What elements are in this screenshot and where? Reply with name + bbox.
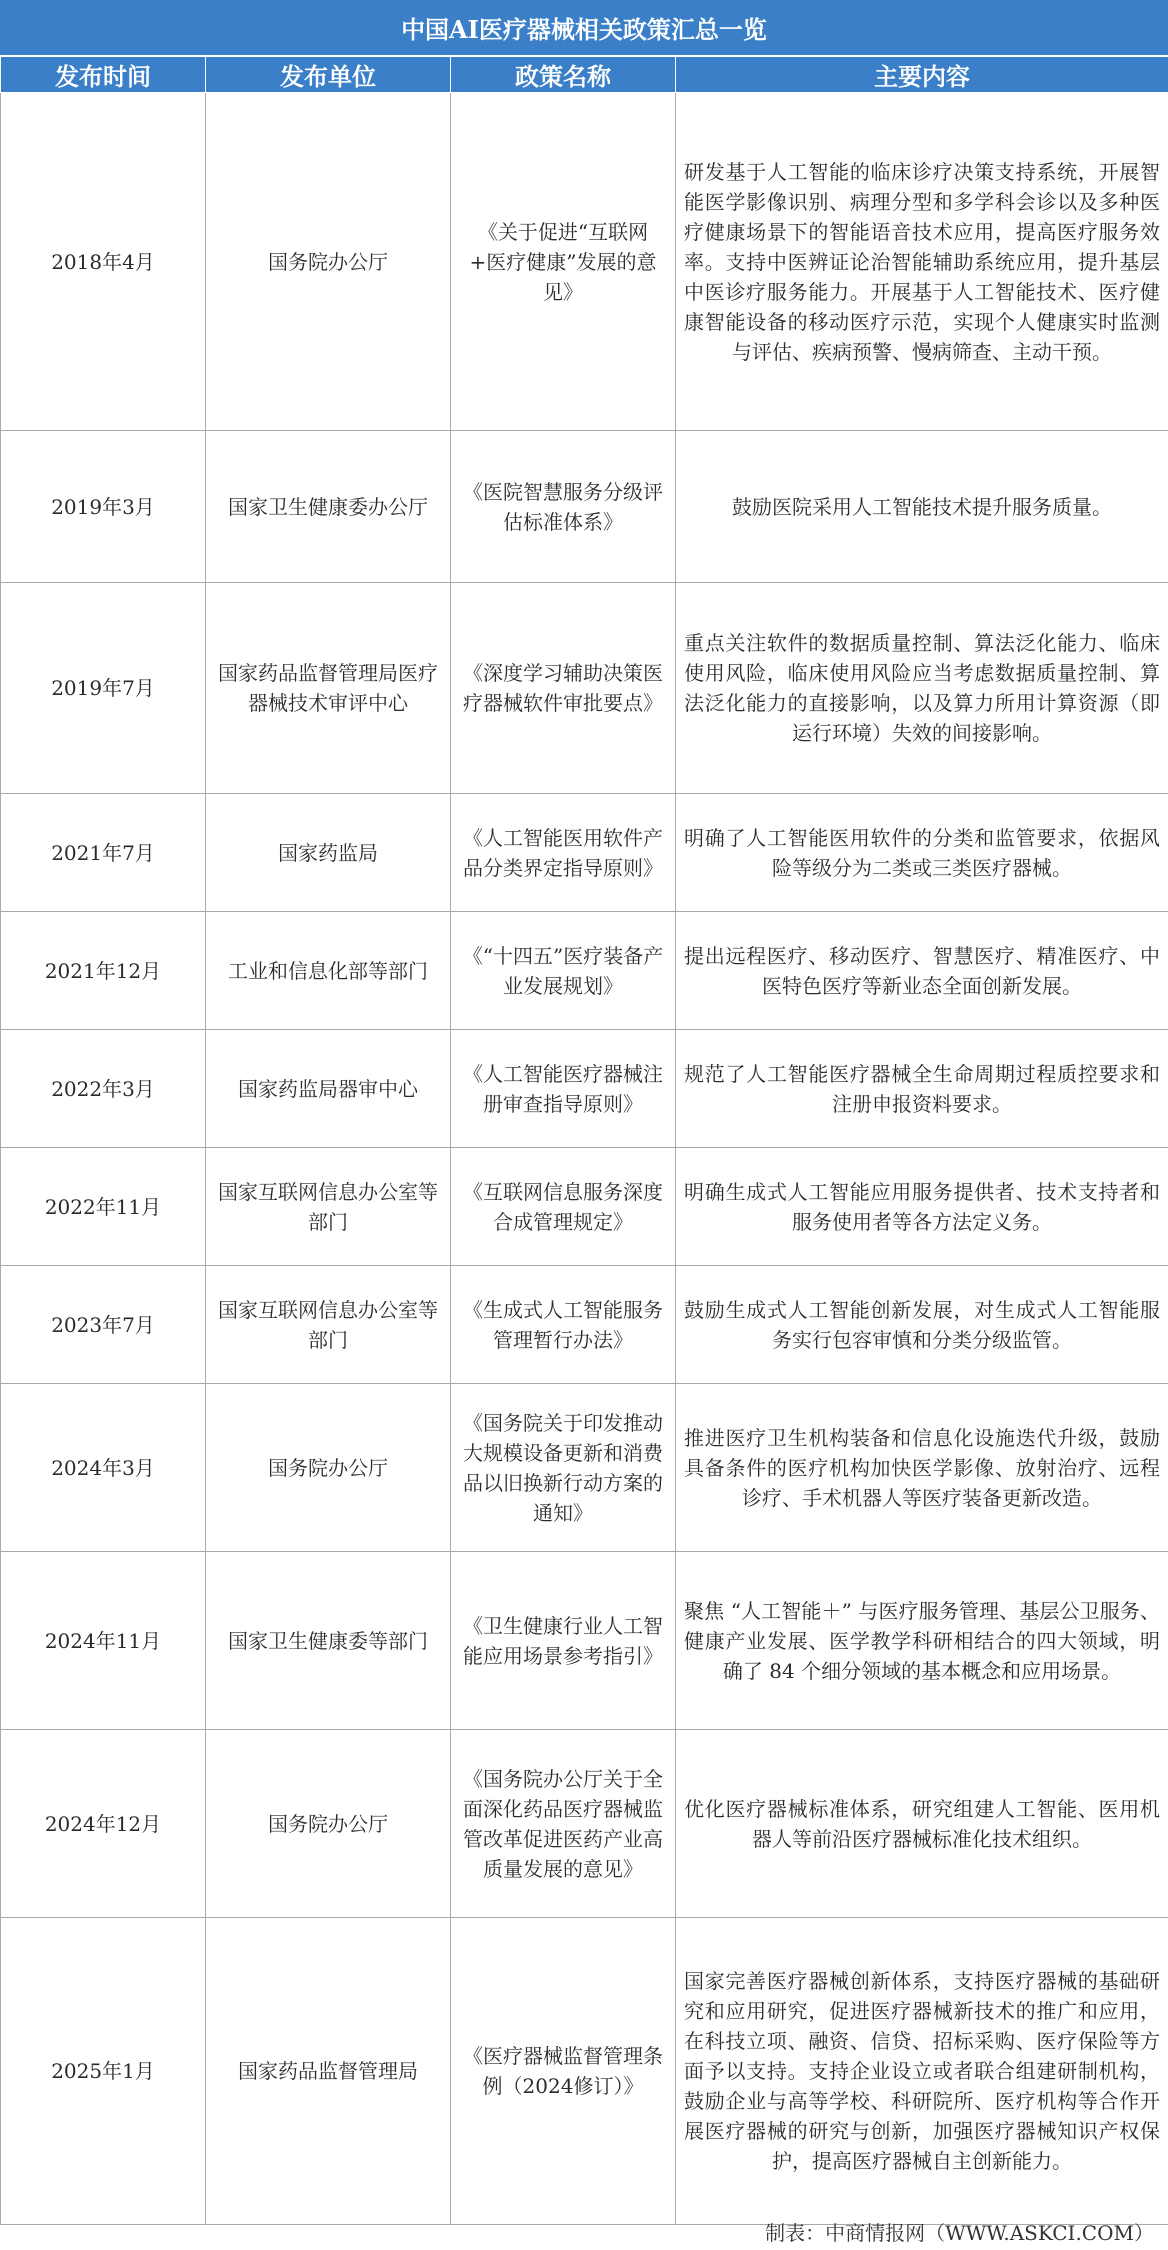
cell-content: 研发基于人工智能的临床诊疗决策支持系统，开展智能医学影像识别、病理分型和多学科会诊以及多种医疗健康场景下的智能语音技术应用，提高医疗服务效率。支持中医辨证论治智能辅助系统应用，提升基层中医诊疗服务能力。开展基于人工智能技术、医疗健康智能设备的移动医疗示范，实现个人健康实时监测与评估、疾病预警、慢病筛查、主动干预。 [676,93,1168,431]
header-row [1,57,1168,93]
table-row [1,794,1168,912]
table-title: 中国AI医疗器械相关政策汇总一览 [0,0,1168,56]
cell-date: 2021年7月 [1,794,206,912]
cell-content: 重点关注软件的数据质量控制、算法泛化能力、临床使用风险，临床使用风险应当考虑数据质量控制、算法泛化能力的直接影响，以及算力所用计算资源（即运行环境）失效的间接影响。 [676,583,1168,794]
table-row [1,1030,1168,1148]
cell-policy: 《“十四五”医疗装备产业发展规划》 [451,912,676,1030]
cell-content: 规范了人工智能医疗器械全生命周期过程质控要求和注册申报资料要求。 [676,1030,1168,1148]
table-row [1,1148,1168,1266]
cell-org: 工业和信息化部等部门 [206,912,451,1030]
cell-org: 国务院办公厅 [206,93,451,431]
cell-policy: 《人工智能医疗器械注册审查指导原则》 [451,1030,676,1148]
cell-org: 国家互联网信息办公室等部门 [206,1266,451,1384]
policy-table [0,56,1168,2225]
header-org: 发布单位 [206,57,451,93]
cell-date: 2023年7月 [1,1266,206,1384]
cell-org: 国家药监局器审中心 [206,1030,451,1148]
table-row [1,93,1168,431]
cell-date: 2024年11月 [1,1552,206,1730]
table-row [1,1552,1168,1730]
cell-content: 提出远程医疗、移动医疗、智慧医疗、精准医疗、中医特色医疗等新业态全面创新发展。 [676,912,1168,1030]
cell-policy: 《国务院关于印发推动大规模设备更新和消费品以旧换新行动方案的通知》 [451,1384,676,1552]
header-date: 发布时间 [1,57,206,93]
cell-date: 2018年4月 [1,93,206,431]
cell-policy: 《关于促进“互联网+医疗健康”发展的意见》 [451,93,676,431]
table-row [1,912,1168,1030]
cell-org: 国务院办公厅 [206,1730,451,1918]
cell-date: 2022年3月 [1,1030,206,1148]
cell-content: 明确了人工智能医用软件的分类和监管要求，依据风险等级分为二类或三类医疗器械。 [676,794,1168,912]
table-row [1,583,1168,794]
cell-date: 2022年11月 [1,1148,206,1266]
cell-policy: 《生成式人工智能服务管理暂行办法》 [451,1266,676,1384]
cell-policy: 《国务院办公厅关于全面深化药品医疗器械监管改革促进医药产业高质量发展的意见》 [451,1730,676,1918]
cell-date: 2019年3月 [1,431,206,583]
cell-org: 国务院办公厅 [206,1384,451,1552]
cell-policy: 《卫生健康行业人工智能应用场景参考指引》 [451,1552,676,1730]
cell-content: 国家完善医疗器械创新体系，支持医疗器械的基础研究和应用研究，促进医疗器械新技术的推广和应用，在科技立项、融资、信贷、招标采购、医疗保险等方面予以支持。支持企业设立或者联合组建研制机构，鼓励企业与高等学校、科研院所、医疗机构等合作开展医疗器械的研究与创新，加强医疗器械知识产权保护，提高医疗器械自主创新能力。 [676,1918,1168,2225]
cell-org: 国家药品监督管理局医疗器械技术审评中心 [206,583,451,794]
table-row [1,431,1168,583]
cell-org: 国家药监局 [206,794,451,912]
cell-content: 优化医疗器械标准体系，研究组建人工智能、医用机器人等前沿医疗器械标准化技术组织。 [676,1730,1168,1918]
cell-content: 推进医疗卫生机构装备和信息化设施迭代升级，鼓励具备条件的医疗机构加快医学影像、放射治疗、远程诊疗、手术机器人等医疗装备更新改造。 [676,1384,1168,1552]
cell-content: 明确生成式人工智能应用服务提供者、技术支持者和服务使用者等各方法定义务。 [676,1148,1168,1266]
cell-content: 聚焦 “人工智能＋” 与医疗服务管理、基层公卫服务、健康产业发展、医学教学科研相结合的四大领域，明确了 84 个细分领域的基本概念和应用场景。 [676,1552,1168,1730]
cell-org: 国家卫生健康委办公厅 [206,431,451,583]
header-policy: 政策名称 [451,57,676,93]
cell-content: 鼓励生成式人工智能创新发展，对生成式人工智能服务实行包容审慎和分类分级监管。 [676,1266,1168,1384]
cell-date: 2019年7月 [1,583,206,794]
cell-date: 2025年1月 [1,1918,206,2225]
cell-org: 国家互联网信息办公室等部门 [206,1148,451,1266]
cell-policy: 《人工智能医用软件产品分类界定指导原则》 [451,794,676,912]
table-row [1,1384,1168,1552]
header-content: 主要内容 [676,57,1168,93]
cell-policy: 《互联网信息服务深度合成管理规定》 [451,1148,676,1266]
cell-policy: 《深度学习辅助决策医疗器械软件审批要点》 [451,583,676,794]
source-footer [0,2213,1168,2250]
cell-org: 国家卫生健康委等部门 [206,1552,451,1730]
table-row [1,1730,1168,1918]
cell-date: 2021年12月 [1,912,206,1030]
cell-content: 鼓励医院采用人工智能技术提升服务质量。 [676,431,1168,583]
cell-policy: 《医疗器械监督管理条例（2024修订）》 [451,1918,676,2225]
cell-policy: 《医院智慧服务分级评估标准体系》 [451,431,676,583]
cell-date: 2024年3月 [1,1384,206,1552]
table-row [1,1918,1168,2225]
table-row [1,1266,1168,1384]
source-note: 制表：中商情报网（WWW.ASKCI.COM） [765,2221,1154,2245]
cell-date: 2024年12月 [1,1730,206,1918]
cell-org: 国家药品监督管理局 [206,1918,451,2225]
